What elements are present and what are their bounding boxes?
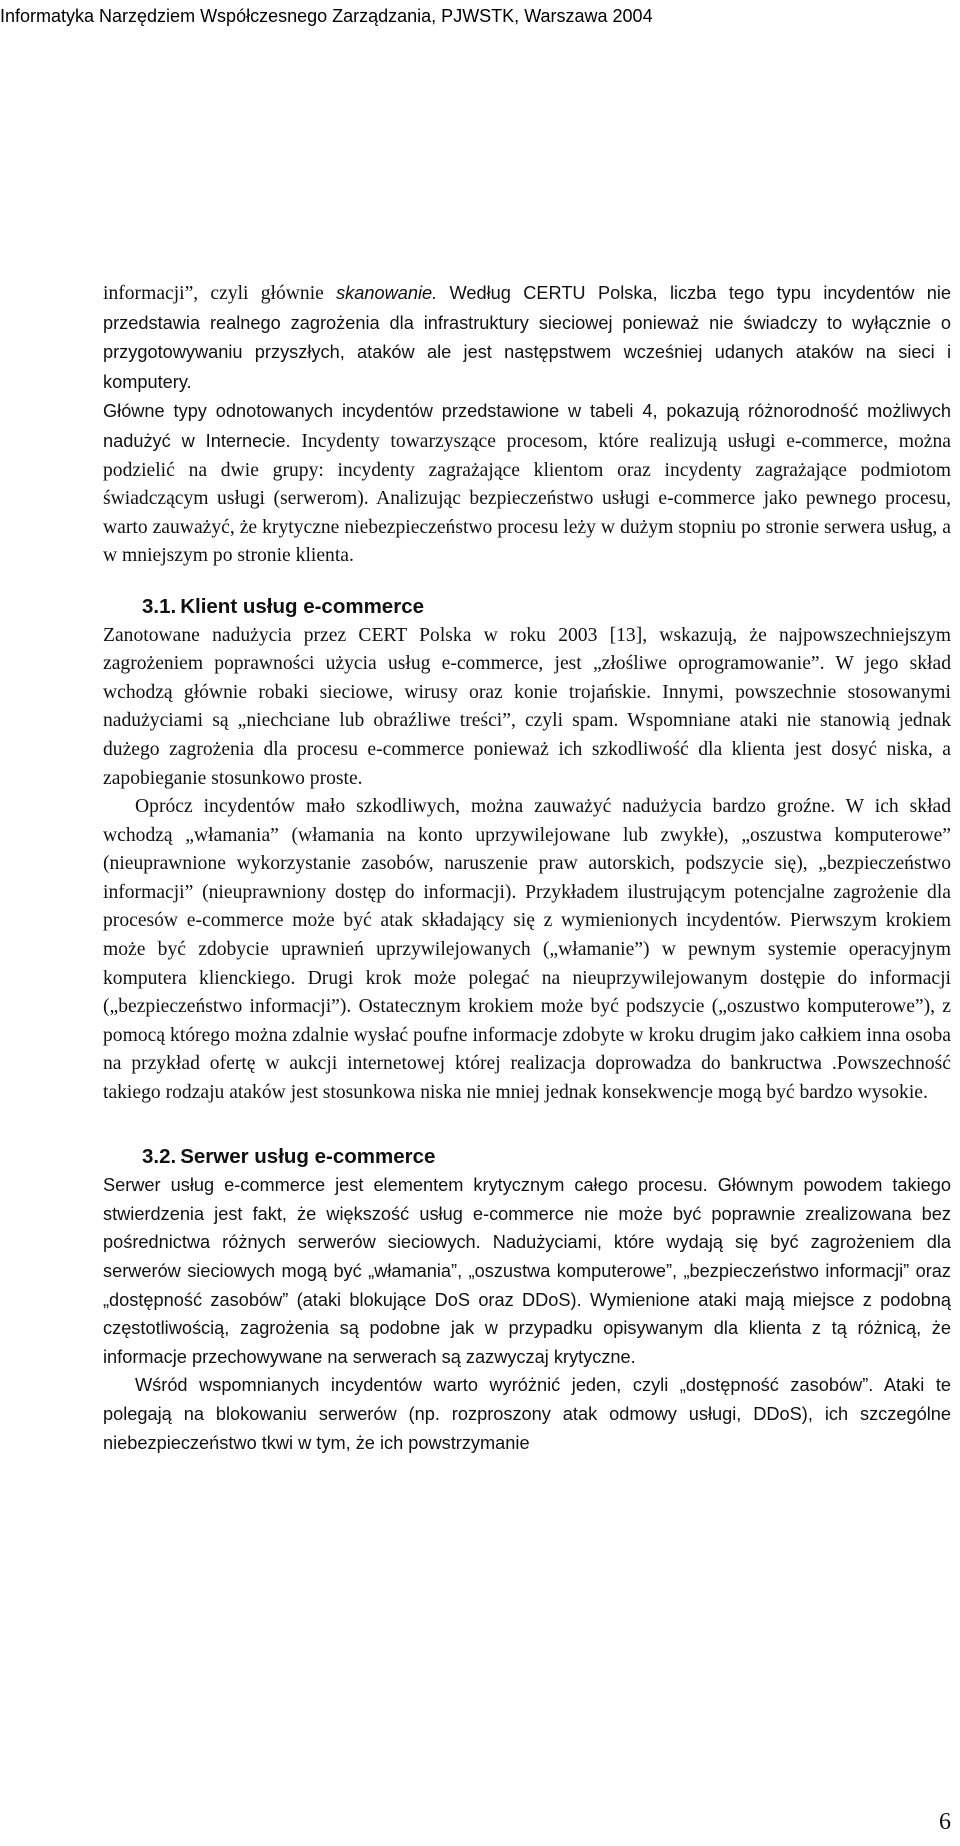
page-number: 6 (939, 1809, 951, 1835)
paragraph-client-1: Zanotowane nadużycia przez CERT Polska w roku 2003 [13], wskazują, że najpowszechniejszym zagrożeniem poprawności użycia usług e-commerce, jest „złośliwe oprogramowanie”. W jego skład wchodzą głównie robaki sieciowe, wirusy oraz konie trojańskie. Innymi, powszechnie stosowanymi nadużyciami są „niechciane lub obraźliwe treści”, czyli spam. Wspomniane ataki nie stanowią jednak dużego zagrożenia dla procesu e-commerce ponieważ ich szkodliwość dla klienta jest dosyć niska, a zapobieganie stosunkowo proste. (103, 624, 951, 789)
paragraph-incident-types (103, 397, 951, 571)
paragraph-server-1: Serwer usług e-commerce jest elementem krytycznym całego procesu. Głównym powodem takiego stwierdzenia jest fakt, że większość usług e-commerce nie może być poprawnie zrealizowana bez pośrednictwa różnych serwerów sieciowych. Nadużyciami, które wydają się być zagrożeniem dla serwerów sieciowych mogą być „włamania”, „oszustwa komputerowe”, „bezpieczeństwo informacji” oraz „dostępność zasobów” (ataki blokujące DoS oraz DDoS). Wymienione ataki mają miejsce z podobną częstotliwością, zagrożenia są podobne jak w przypadku opisywanym dla klienta z tą różnicą, że informacje przechowywane na serwerach są zazwyczaj krytyczne. (103, 1175, 951, 1367)
section-title: Serwer usług e-commerce (180, 1144, 436, 1168)
paragraph-incident-types-start: Główne typy odnotowanych incydentów przedstawione w tabeli 4, pokazują różnorodność możliwych nadużyć w Internecie. (103, 401, 951, 451)
paragraph-intro (103, 279, 951, 397)
paragraph-intro-start: informacji”, czyli głównie (103, 283, 337, 304)
section-number: 3.1. (142, 594, 177, 618)
emphasis-skanowanie: skanowanie. (336, 283, 438, 303)
section-heading-client (103, 593, 951, 622)
paragraph-intro-rest: Według CERTU Polska, liczba tego typu incydentów nie przedstawia realnego zagrożenia dla infrastruktury sieciowej ponieważ nie świadczy to wyłącznie o przygotowywaniu przyszłych, ataków ale jest następstwem wcześniej udanych ataków na sieci i komputery. (103, 283, 951, 392)
paragraph-server-2: Wśród wspomnianych incydentów warto wyróżnić jeden, czyli „dostępność zasobów”. Ataki te polegają na blokowaniu serwerów (np. rozproszony atak odmowy usługi, DDoS), ich szczególne niebezpieczeństwo tkwi w tym, że ich powstrzymanie (103, 1375, 951, 1453)
section-number: 3.2. (142, 1144, 177, 1168)
document-body (103, 279, 951, 1457)
section-heading-server (103, 1143, 951, 1172)
paragraph-incident-types-rest: Incydenty towarzyszące procesom, które realizują usługi e-commerce, można podzielić na dwie grupy: incydenty zagrażające klientom oraz incydenty zagrażające podmiotom świadczącym usługi (serwerom). Analizując bezpieczeństwo usługi e-commerce jako pewnego procesu, warto zauważyć, że krytyczne niebezpieczeństwo procesu leży w dużym stopniu po stronie serwera usług, a w mniejszym po stronie klienta. (103, 430, 951, 567)
running-header: Informatyka Narzędziem Współczesnego Zarządzania, PJWSTK, Warszawa 2004 (0, 6, 653, 26)
section-title: Klient usług e-commerce (180, 594, 424, 618)
paragraph-client-2: Oprócz incydentów mało szkodliwych, można zauważyć nadużycia bardzo groźne. W ich skład wchodzą „włamania” (włamania na konto uprzywilejowane lub zwykłe), „oszustwa komputerowe” (nieuprawnione wykorzystanie zasobów, naruszenie praw autorskich, podszycie się), „bezpieczeństwo informacji” (nieuprawniony dostęp do informacji). Przykładem ilustrującym potencjalne zagrożenie dla procesów e-commerce może być atak składający się z wymienionych incydentów. Pierwszym krokiem może być zdobycie uprawnień uprzywilejowanych („włamanie”) w pewnym systemie operacyjnym komputera klienckiego. Drugi krok może polegać na nieuprzywilejowanym dostępie do informacji („bezpieczeństwo informacji”). Ostatecznym krokiem może być podszycie („oszustwo komputerowe”), z pomocą którego można zdalnie wysłać poufne informacje zdobyte w kroku drugim jako całkiem inna osoba na przykład ofertę w aukcji internetowej której realizacja doprowadza do bankructwa .Powszechność takiego rodzaju ataków jest stosunkowa niska nie mniej jednak konsekwencje mogą być bardzo wysokie. (103, 796, 951, 1104)
